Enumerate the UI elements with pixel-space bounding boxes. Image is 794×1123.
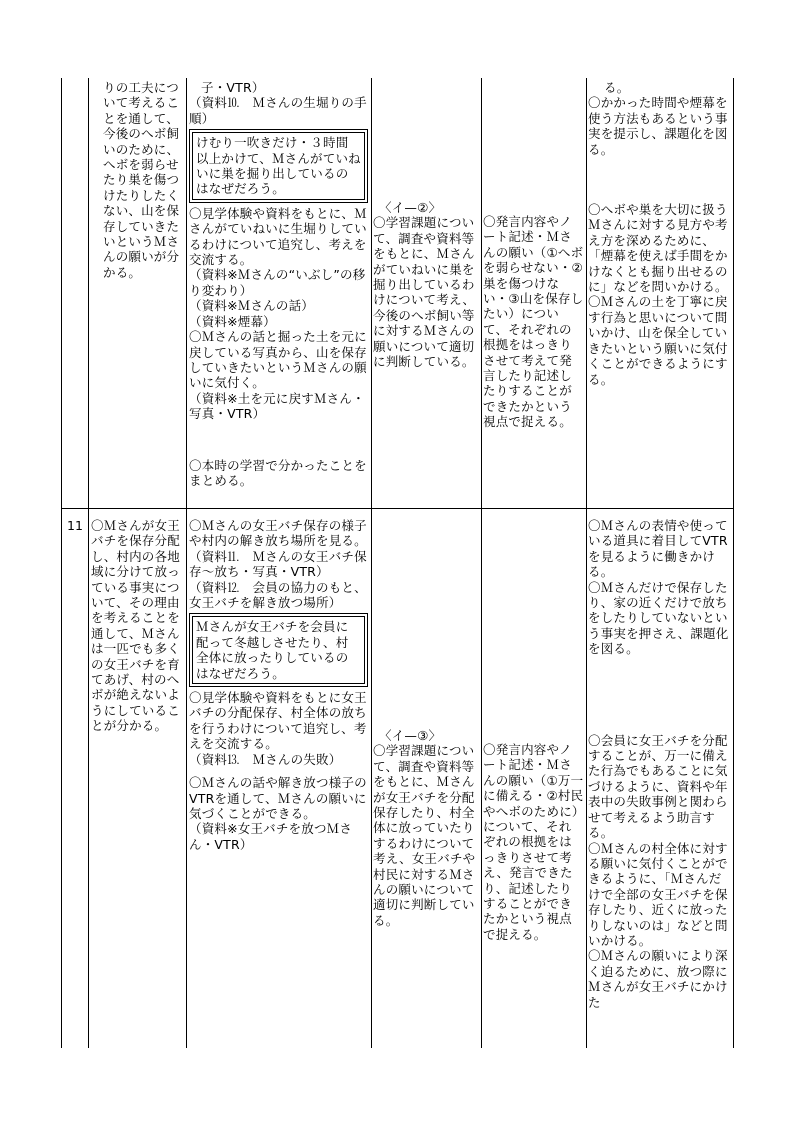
row2-support-1: 〇Ｍさんだけで保存したり、家の近くだけで放ちをしたりしていないという事実を押さえ、課題化を図る。 <box>588 579 729 657</box>
row1-activity-0: 子・VTR） <box>201 80 265 95</box>
row2-eval-cell <box>373 728 479 928</box>
row1-goal-cell <box>103 80 185 280</box>
row1-method-cell <box>483 214 584 430</box>
row1-support-1: 〇かかった時間や煙幕を使う方法もあるという事実を提示し、課題化を図る。 <box>588 95 728 157</box>
row2-number: 11 <box>67 518 83 533</box>
row2-eval-tag: 〈イ—③〉 <box>379 728 442 743</box>
row1-activity-5: （資料※煙幕） <box>189 313 276 329</box>
row1-activity-7: （資料※土を元に戻すＭさん・写真・VTR） <box>189 390 365 422</box>
column-divider-4 <box>481 78 482 1048</box>
table-border-left <box>61 78 62 1048</box>
row2-method-cell <box>483 742 584 942</box>
row1-activity-6: 〇Ｍさんの話と掘った土を元に戻している写真から、山を保存していきたいというＭさんの願いに気付く。 <box>189 329 367 391</box>
row2-activity-2: （資料⒓ 会員の協力のもと、女王バチを解き放つ場所） <box>189 579 367 611</box>
table-border-right <box>733 78 734 1048</box>
row2-support-4: 〇Ｍさんの願いにより深く迫るために、放つ際にＭさんが女王バチにかけた <box>588 948 728 1010</box>
row2-activity-6: （資料※女王バチを放つＭさん・VTR） <box>189 821 353 852</box>
row2-task-box <box>192 616 365 684</box>
row1-activity-cell <box>189 80 369 488</box>
row1-eval-text: 〇学習課題について、調査や資料等をもとに、Ｍさんがていねいに巣を掘り出しているわけについて考え、今後のへボ飼い等に対するＭさんの願いについて適切に判断している。 <box>373 215 476 370</box>
row1-support-cell <box>588 80 731 387</box>
row2-activity-1: （資料⒒ Ｍさんの女王バチ保存～放ち・写真・VTR） <box>189 548 367 580</box>
row1-task-box <box>192 132 365 200</box>
row2-support-cell <box>588 518 731 1010</box>
row2-goal-cell <box>91 518 185 734</box>
row2-activity-5: 〇Ｍさんの話や解き放つ様子のVTRを通して、Ｍさんの願いに気づくことができる。 <box>189 775 367 821</box>
row1-eval-tag: 〈イ—②〉 <box>379 200 442 215</box>
row1-task-text: けむり一吹きだけ・３時間以上かけて、Ｍさんがていねいに巣を掘り出しているのはなぜだろう。 <box>196 135 361 197</box>
row1-goal-text: りの工夫について考えることを通して、今後のへボ飼いのために、へボを弱らせたり巣を傷つけたりしたくない、山を保存していきたいというＭさんの願いが分かる。 <box>103 80 180 280</box>
row2-support-0: 〇Ｍさんの表情や使っている道具に着目してVTRを見るように働きかける。 <box>588 518 728 580</box>
row1-method-text: 〇発言内容やノート記述・Ｍさんの願い（①へボを弱らせない・②巣を傷つけない・③山を保存したい）について、それぞれの根拠をはっきりさせて考えて発言したり記述したりすることができたかという視点で捉える。 <box>483 214 584 430</box>
row1-support-2: 〇へボや巣を大切に扱うＭさんに対する見方や考え方を深めるために、「煙幕を使えば手間をかけなくとも掘り出せるのに」などを問いかける。 <box>588 202 728 295</box>
row2-method-text: 〇発言内容やノート記述・Ｍさんの願い（①万一に備える・②村民やへボのために）について、それぞれの根拠をはっきりさせて考え、発言できたり、記述したりすることができたかという視点で捉える。 <box>483 742 584 942</box>
row1-activity-1: （資料⒑ Ｍさんの生堀りの手順） <box>189 95 367 126</box>
row2-activity-3: 〇見学体験や資料をもとに女王バチの分配保存、村全体の放ちを行うわけについて追究し、考えを交流する。 <box>189 690 367 752</box>
row1-support-3: 〇Ｍさんの土を丁寧に戻す行為と思いについて問いかけ、山を保全していきたいという願いに気付くことができるようにする。 <box>588 294 728 387</box>
column-divider-1 <box>88 78 89 1048</box>
row2-eval-text: 〇学習課題について、調査や資料等をもとに、Ｍさんが女王バチを分配保存したり、村全体に放っていたりするわけについて考え、女王バチや村民に対するＭさんの願いについて適切に判断している。 <box>373 743 476 928</box>
row2-support-2: 〇会員に女王バチを分配することが、万一に備えた行為でもあることに気づけるように、資料や年表中の失敗事例と関わらせて考えるよう助言する。 <box>588 732 728 841</box>
row2-activity-4: （資料⒔ Ｍさんの失敗） <box>189 751 342 767</box>
row1-activity-8: 〇本時の学習で分かったことをまとめる。 <box>189 457 367 488</box>
row2-task-text: Ｍさんが女王バチを会員に配って冬越しさせたり、村全体に放ったりしているのはなぜだろう。 <box>196 619 349 681</box>
row1-activity-2: 〇見学体験や資料をもとに、Ｍさんがていねいに生堀りしているわけについて追究し、考えを交流する。 <box>189 205 367 268</box>
row1-eval-cell <box>373 200 479 369</box>
column-divider-5 <box>586 78 587 1048</box>
row1-activity-3: （資料※Ｍさんの“いぶし”の移り変わり） <box>189 267 366 298</box>
row1-support-0: る。 <box>604 80 630 95</box>
column-divider-3 <box>371 78 372 1048</box>
row2-support-3: 〇Ｍさんの村全体に対する願いに気付くことができるように、「Ｍさんだけで全部の女王バチを保存したり、近くに放ったりしないのは」などと問いかける。 <box>588 840 728 948</box>
row2-activity-cell <box>189 518 369 852</box>
column-divider-2 <box>186 78 187 1048</box>
row2-activity-0: 〇Ｍさんの女王バチ保存の様子や村内の解き放ち場所を見る。 <box>189 518 367 549</box>
row1-activity-4: （資料※Ｍさんの話） <box>189 298 314 314</box>
row2-goal-text: 〇Ｍさんが女王バチを保存分配し、村内の各地域に分けて放っている事実について、その理由を考えることを通して、Ｍさんは一匹でも多くの女王バチを育てあげ、村のへボが絶えないようにしていることが分かる。 <box>91 518 180 734</box>
row-divider <box>61 508 734 509</box>
